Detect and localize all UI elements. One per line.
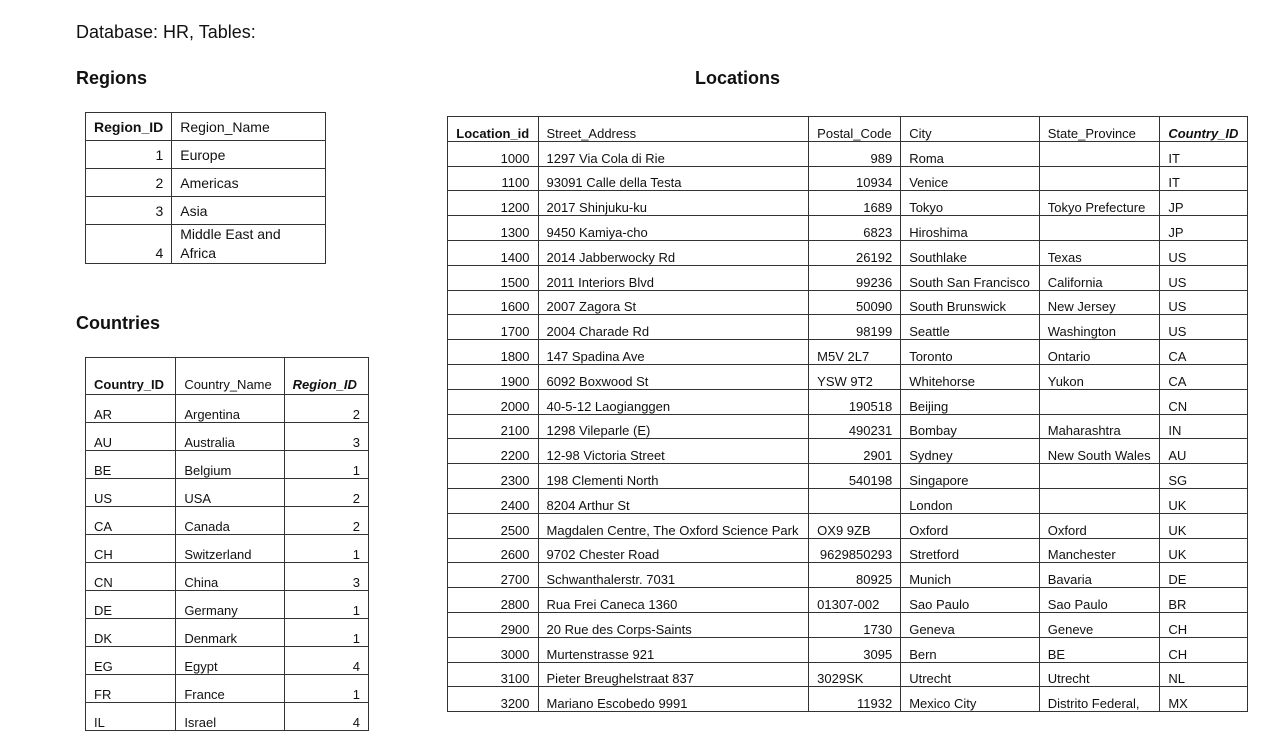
country-id-cell: IL [86, 703, 176, 731]
country-id-cell: JP [1160, 216, 1248, 241]
region-id-cell: 2 [284, 479, 368, 507]
street-address-cell: 8204 Arthur St [538, 488, 809, 513]
country-id-cell: DE [1160, 563, 1248, 588]
column-header: Region_ID [284, 358, 368, 395]
location-id-cell: 3200 [448, 687, 539, 712]
street-address-cell: 2007 Zagora St [538, 290, 809, 315]
country-name-cell: Argentina [176, 395, 284, 423]
country-id-cell: UK [1160, 488, 1248, 513]
country-id-cell: BR [1160, 588, 1248, 613]
table-row [448, 538, 1248, 563]
table-row [86, 675, 369, 703]
table-header-row [86, 358, 369, 395]
region-id-cell: 3 [284, 563, 368, 591]
table-row [448, 290, 1248, 315]
table-row [448, 464, 1248, 489]
city-cell: South Brunswick [901, 290, 1040, 315]
regions-table [85, 112, 326, 264]
street-address-cell: 2014 Jabberwocky Rd [538, 240, 809, 265]
street-address-cell: 40-5-12 Laogianggen [538, 389, 809, 414]
postal-code-cell: 1689 [809, 191, 901, 216]
street-address-cell: Schwanthalerstr. 7031 [538, 563, 809, 588]
postal-code-cell: 2901 [809, 439, 901, 464]
city-cell: Beijing [901, 389, 1040, 414]
postal-code-cell: 26192 [809, 240, 901, 265]
state-province-cell: Geneve [1039, 612, 1160, 637]
city-cell: Roma [901, 141, 1040, 166]
country-id-cell: CN [1160, 389, 1248, 414]
postal-code-cell [809, 488, 901, 513]
street-address-cell: 198 Clementi North [538, 464, 809, 489]
table-row [448, 364, 1248, 389]
country-name-cell: Germany [176, 591, 284, 619]
street-address-cell: 147 Spadina Ave [538, 340, 809, 365]
country-id-cell: AR [86, 395, 176, 423]
country-id-cell: JP [1160, 191, 1248, 216]
country-id-cell: NL [1160, 662, 1248, 687]
table-row [86, 591, 369, 619]
city-cell: Venice [901, 166, 1040, 191]
state-province-cell [1039, 389, 1160, 414]
postal-code-cell: 98199 [809, 315, 901, 340]
state-province-cell: New Jersey [1039, 290, 1160, 315]
street-address-cell: 1297 Via Cola di Rie [538, 141, 809, 166]
location-id-cell: 1400 [448, 240, 539, 265]
locations-table [447, 116, 1248, 712]
location-id-cell: 3000 [448, 637, 539, 662]
street-address-cell: 9702 Chester Road [538, 538, 809, 563]
state-province-cell [1039, 216, 1160, 241]
postal-code-cell: 6823 [809, 216, 901, 241]
street-address-cell: 2017 Shinjuku-ku [538, 191, 809, 216]
city-cell: Mexico City [901, 687, 1040, 712]
city-cell: Southlake [901, 240, 1040, 265]
country-name-cell: China [176, 563, 284, 591]
table-row [86, 507, 369, 535]
street-address-cell: 93091 Calle della Testa [538, 166, 809, 191]
column-header: State_Province [1039, 117, 1160, 142]
table-row [448, 588, 1248, 613]
region-id-cell: 4 [284, 647, 368, 675]
state-province-cell: Texas [1039, 240, 1160, 265]
countries-table [85, 357, 369, 731]
city-cell: Bombay [901, 414, 1040, 439]
city-cell: Singapore [901, 464, 1040, 489]
location-id-cell: 1600 [448, 290, 539, 315]
table-row [448, 662, 1248, 687]
location-id-cell: 1300 [448, 216, 539, 241]
state-province-cell: Washington [1039, 315, 1160, 340]
city-cell: South San Francisco [901, 265, 1040, 290]
country-id-cell: US [1160, 265, 1248, 290]
table-header-row [86, 113, 326, 141]
table-row [448, 513, 1248, 538]
state-province-cell [1039, 464, 1160, 489]
table-row [448, 563, 1248, 588]
state-province-cell: Oxford [1039, 513, 1160, 538]
country-id-cell: BE [86, 451, 176, 479]
country-id-cell: CH [1160, 637, 1248, 662]
city-cell: Sao Paulo [901, 588, 1040, 613]
locations-body [448, 141, 1248, 711]
table-row [448, 240, 1248, 265]
state-province-cell [1039, 166, 1160, 191]
street-address-cell: 2004 Charade Rd [538, 315, 809, 340]
city-cell: Tokyo [901, 191, 1040, 216]
country-id-cell: US [1160, 290, 1248, 315]
location-id-cell: 2700 [448, 563, 539, 588]
postal-code-cell: 3029SK [809, 662, 901, 687]
column-header: Postal_Code [809, 117, 901, 142]
state-province-cell: Utrecht [1039, 662, 1160, 687]
city-cell: Sydney [901, 439, 1040, 464]
country-name-cell: Canada [176, 507, 284, 535]
table-row [448, 216, 1248, 241]
table-header-row [448, 117, 1248, 142]
country-id-cell: CA [1160, 364, 1248, 389]
column-header: Country_ID [86, 358, 176, 395]
state-province-cell: Bavaria [1039, 563, 1160, 588]
table-row [448, 687, 1248, 712]
location-id-cell: 2900 [448, 612, 539, 637]
postal-code-cell: 99236 [809, 265, 901, 290]
location-id-cell: 1900 [448, 364, 539, 389]
table-row [448, 439, 1248, 464]
table-row [448, 141, 1248, 166]
street-address-cell: Pieter Breughelstraat 837 [538, 662, 809, 687]
location-id-cell: 2000 [448, 389, 539, 414]
country-name-cell: Belgium [176, 451, 284, 479]
city-cell: Whitehorse [901, 364, 1040, 389]
location-id-cell: 2200 [448, 439, 539, 464]
table-row [448, 315, 1248, 340]
country-id-cell: AU [1160, 439, 1248, 464]
table-row [86, 479, 369, 507]
location-id-cell: 1000 [448, 141, 539, 166]
country-id-cell: IN [1160, 414, 1248, 439]
postal-code-cell: 10934 [809, 166, 901, 191]
region-id-cell: 2 [284, 395, 368, 423]
countries-body [86, 395, 369, 731]
column-header: Region_Name [172, 113, 326, 141]
locations-title: Locations [695, 68, 781, 88]
table-row [86, 395, 369, 423]
country-id-cell: FR [86, 675, 176, 703]
country-name-cell: Egypt [176, 647, 284, 675]
table-row [448, 265, 1248, 290]
street-address-cell: Murtenstrasse 921 [538, 637, 809, 662]
country-id-cell: US [1160, 240, 1248, 265]
street-address-cell: 12-98 Victoria Street [538, 439, 809, 464]
postal-code-cell: 80925 [809, 563, 901, 588]
column-header: Location_id [448, 117, 539, 142]
country-id-cell: UK [1160, 538, 1248, 563]
country-id-cell: US [1160, 315, 1248, 340]
column-header: Region_ID [86, 113, 172, 141]
postal-code-cell: 01307-002 [809, 588, 901, 613]
table-row [448, 612, 1248, 637]
state-province-cell: Maharashtra [1039, 414, 1160, 439]
street-address-cell: Magdalen Centre, The Oxford Science Park [538, 513, 809, 538]
country-id-cell: US [86, 479, 176, 507]
city-cell: Seattle [901, 315, 1040, 340]
country-name-cell: Switzerland [176, 535, 284, 563]
country-name-cell: USA [176, 479, 284, 507]
state-province-cell: BE [1039, 637, 1160, 662]
location-id-cell: 1200 [448, 191, 539, 216]
state-province-cell: Distrito Federal, [1039, 687, 1160, 712]
table-row [86, 451, 369, 479]
location-id-cell: 2500 [448, 513, 539, 538]
table-row [86, 423, 369, 451]
country-name-cell: Australia [176, 423, 284, 451]
postal-code-cell: 50090 [809, 290, 901, 315]
country-id-cell: CH [1160, 612, 1248, 637]
region-id-cell: 1 [86, 141, 172, 169]
column-header: Street_Address [538, 117, 809, 142]
region-id-cell: 2 [284, 507, 368, 535]
table-row [448, 488, 1248, 513]
region-name-cell: Europe [172, 141, 326, 169]
column-header: City [901, 117, 1040, 142]
country-id-cell: AU [86, 423, 176, 451]
postal-code-cell: 1730 [809, 612, 901, 637]
document-title: Database: HR, Tables: [76, 22, 256, 42]
column-header: Country_Name [176, 358, 284, 395]
table-row [86, 141, 326, 169]
region-id-cell: 3 [284, 423, 368, 451]
postal-code-cell: 3095 [809, 637, 901, 662]
region-id-cell: 4 [284, 703, 368, 731]
city-cell: Geneva [901, 612, 1040, 637]
street-address-cell: 9450 Kamiya-cho [538, 216, 809, 241]
table-row [86, 225, 326, 264]
location-id-cell: 1500 [448, 265, 539, 290]
regions-title: Regions [76, 68, 148, 88]
state-province-cell: Manchester [1039, 538, 1160, 563]
city-cell: Utrecht [901, 662, 1040, 687]
region-id-cell: 3 [86, 197, 172, 225]
country-id-cell: IT [1160, 166, 1248, 191]
postal-code-cell: YSW 9T2 [809, 364, 901, 389]
location-id-cell: 2300 [448, 464, 539, 489]
table-row [86, 535, 369, 563]
table-row [448, 340, 1248, 365]
state-province-cell: New South Wales [1039, 439, 1160, 464]
country-id-cell: DK [86, 619, 176, 647]
country-name-cell: Israel [176, 703, 284, 731]
region-id-cell: 4 [86, 225, 172, 264]
city-cell: Hiroshima [901, 216, 1040, 241]
table-row [86, 619, 369, 647]
state-province-cell: California [1039, 265, 1160, 290]
postal-code-cell: 490231 [809, 414, 901, 439]
table-row [448, 191, 1248, 216]
region-id-cell: 1 [284, 675, 368, 703]
city-cell: Bern [901, 637, 1040, 662]
table-row [448, 389, 1248, 414]
country-id-cell: CA [1160, 340, 1248, 365]
street-address-cell: 6092 Boxwood St [538, 364, 809, 389]
postal-code-cell: M5V 2L7 [809, 340, 901, 365]
street-address-cell: 1298 Vileparle (E) [538, 414, 809, 439]
region-name-cell: Americas [172, 169, 326, 197]
city-cell: London [901, 488, 1040, 513]
table-row [86, 169, 326, 197]
country-id-cell: CN [86, 563, 176, 591]
table-row [86, 197, 326, 225]
region-name-cell: Asia [172, 197, 326, 225]
country-id-cell: UK [1160, 513, 1248, 538]
location-id-cell: 1800 [448, 340, 539, 365]
country-id-cell: DE [86, 591, 176, 619]
location-id-cell: 1700 [448, 315, 539, 340]
countries-title: Countries [76, 313, 161, 333]
state-province-cell [1039, 141, 1160, 166]
table-row [448, 414, 1248, 439]
country-id-cell: MX [1160, 687, 1248, 712]
city-cell: Toronto [901, 340, 1040, 365]
state-province-cell: Sao Paulo [1039, 588, 1160, 613]
column-header: Country_ID [1160, 117, 1248, 142]
postal-code-cell: OX9 9ZB [809, 513, 901, 538]
location-id-cell: 1100 [448, 166, 539, 191]
state-province-cell [1039, 488, 1160, 513]
street-address-cell: 20 Rue des Corps-Saints [538, 612, 809, 637]
postal-code-cell: 989 [809, 141, 901, 166]
state-province-cell: Ontario [1039, 340, 1160, 365]
region-id-cell: 2 [86, 169, 172, 197]
city-cell: Munich [901, 563, 1040, 588]
city-cell: Oxford [901, 513, 1040, 538]
postal-code-cell: 540198 [809, 464, 901, 489]
street-address-cell: Mariano Escobedo 9991 [538, 687, 809, 712]
location-id-cell: 2800 [448, 588, 539, 613]
region-id-cell: 1 [284, 591, 368, 619]
location-id-cell: 2400 [448, 488, 539, 513]
location-id-cell: 2600 [448, 538, 539, 563]
country-id-cell: SG [1160, 464, 1248, 489]
postal-code-cell: 190518 [809, 389, 901, 414]
city-cell: Stretford [901, 538, 1040, 563]
table-row [86, 703, 369, 731]
table-row [86, 647, 369, 675]
street-address-cell: 2011 Interiors Blvd [538, 265, 809, 290]
region-id-cell: 1 [284, 619, 368, 647]
country-id-cell: CH [86, 535, 176, 563]
postal-code-cell: 11932 [809, 687, 901, 712]
table-row [448, 637, 1248, 662]
country-id-cell: CA [86, 507, 176, 535]
region-name-cell: Middle East and Africa [172, 225, 326, 264]
table-row [448, 166, 1248, 191]
postal-code-cell: 9629850293 [809, 538, 901, 563]
country-name-cell: Denmark [176, 619, 284, 647]
country-id-cell: IT [1160, 141, 1248, 166]
region-id-cell: 1 [284, 535, 368, 563]
state-province-cell: Tokyo Prefecture [1039, 191, 1160, 216]
street-address-cell: Rua Frei Caneca 1360 [538, 588, 809, 613]
table-row [86, 563, 369, 591]
region-id-cell: 1 [284, 451, 368, 479]
country-id-cell: EG [86, 647, 176, 675]
location-id-cell: 3100 [448, 662, 539, 687]
state-province-cell: Yukon [1039, 364, 1160, 389]
country-name-cell: France [176, 675, 284, 703]
location-id-cell: 2100 [448, 414, 539, 439]
